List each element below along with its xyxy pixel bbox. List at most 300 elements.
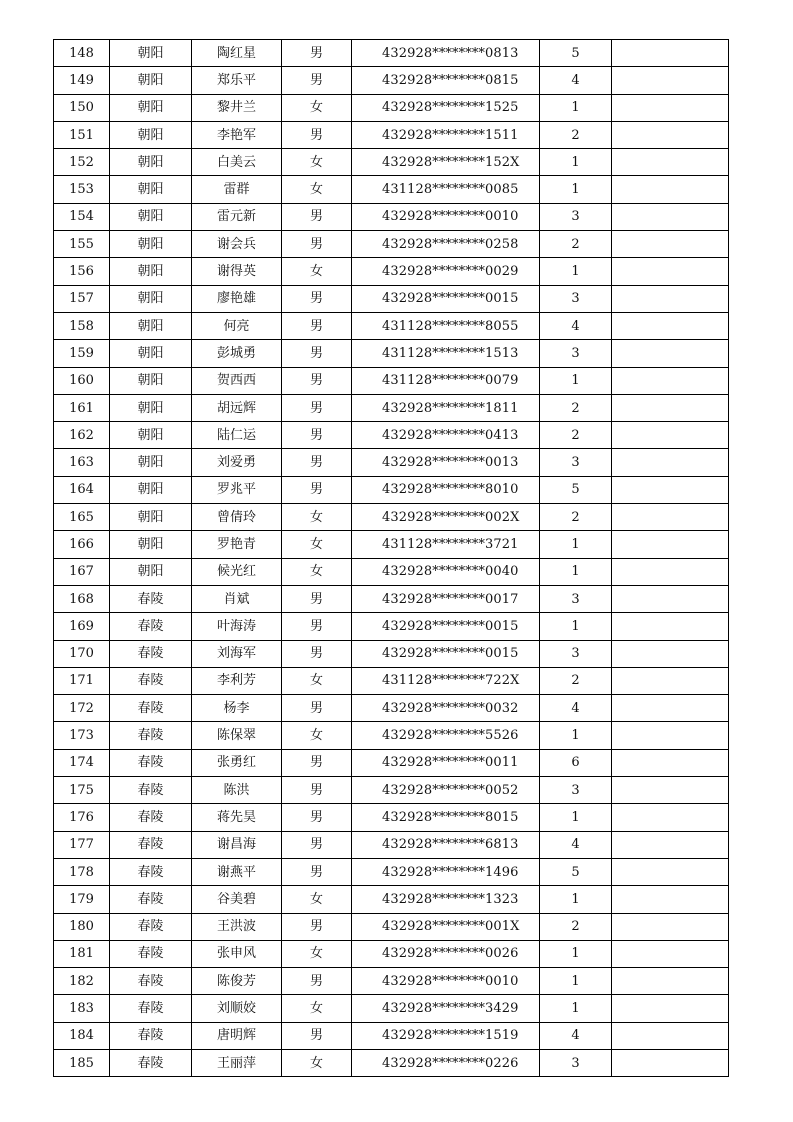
note-cell — [612, 722, 729, 749]
table-row — [54, 749, 729, 776]
person-name-cell: 王洪波 — [192, 913, 282, 940]
person-name-cell: 候光红 — [192, 558, 282, 585]
town-cell: 朝阳 — [110, 94, 192, 121]
town-cell: 朝阳 — [110, 285, 192, 312]
table-row — [54, 121, 729, 148]
row-number-cell: 172 — [54, 695, 110, 722]
person-name-cell: 谢燕平 — [192, 858, 282, 885]
row-number-cell: 151 — [54, 121, 110, 148]
row-number-cell: 149 — [54, 67, 110, 94]
count-cell: 4 — [540, 1022, 612, 1049]
gender-cell: 男 — [282, 640, 352, 667]
gender-cell: 男 — [282, 476, 352, 503]
person-name-cell: 刘顺姣 — [192, 995, 282, 1022]
id-number-cell: 431128********0085 — [352, 176, 540, 203]
id-number-cell: 431128********8055 — [352, 312, 540, 339]
town-cell: 朝阳 — [110, 176, 192, 203]
gender-cell: 女 — [282, 1049, 352, 1076]
town-cell: 春陵 — [110, 913, 192, 940]
table-row — [54, 504, 729, 531]
note-cell — [612, 831, 729, 858]
town-cell: 朝阳 — [110, 67, 192, 94]
count-cell: 1 — [540, 367, 612, 394]
id-number-cell: 432928********1323 — [352, 886, 540, 913]
note-cell — [612, 667, 729, 694]
town-cell: 春陵 — [110, 858, 192, 885]
table-row — [54, 394, 729, 421]
person-name-cell: 刘爱勇 — [192, 449, 282, 476]
gender-cell: 男 — [282, 831, 352, 858]
count-cell: 5 — [540, 858, 612, 885]
table-row — [54, 531, 729, 558]
town-cell: 朝阳 — [110, 340, 192, 367]
table-row — [54, 367, 729, 394]
id-number-cell: 432928********0413 — [352, 422, 540, 449]
note-cell — [612, 968, 729, 995]
person-name-cell: 罗艳青 — [192, 531, 282, 558]
note-cell — [612, 258, 729, 285]
note-cell — [612, 804, 729, 831]
id-number-cell: 432928********1525 — [352, 94, 540, 121]
person-name-cell: 谷美碧 — [192, 886, 282, 913]
table-row — [54, 968, 729, 995]
gender-cell: 男 — [282, 312, 352, 339]
count-cell: 3 — [540, 585, 612, 612]
id-number-cell: 431128********0079 — [352, 367, 540, 394]
count-cell: 4 — [540, 695, 612, 722]
id-number-cell: 432928********5526 — [352, 722, 540, 749]
count-cell: 3 — [540, 777, 612, 804]
row-number-cell: 178 — [54, 858, 110, 885]
row-number-cell: 170 — [54, 640, 110, 667]
person-name-cell: 廖艳雄 — [192, 285, 282, 312]
note-cell — [612, 1022, 729, 1049]
person-name-cell: 陶红星 — [192, 40, 282, 67]
count-cell: 1 — [540, 531, 612, 558]
row-number-cell: 160 — [54, 367, 110, 394]
gender-cell: 男 — [282, 1022, 352, 1049]
person-name-cell: 谢得英 — [192, 258, 282, 285]
town-cell: 春陵 — [110, 968, 192, 995]
person-name-cell: 王丽萍 — [192, 1049, 282, 1076]
gender-cell: 男 — [282, 968, 352, 995]
count-cell: 4 — [540, 67, 612, 94]
row-number-cell: 185 — [54, 1049, 110, 1076]
id-number-cell: 432928********1519 — [352, 1022, 540, 1049]
person-name-cell: 陈洪 — [192, 777, 282, 804]
gender-cell: 女 — [282, 886, 352, 913]
town-cell: 春陵 — [110, 1049, 192, 1076]
count-cell: 6 — [540, 749, 612, 776]
count-cell: 2 — [540, 422, 612, 449]
count-cell: 3 — [540, 203, 612, 230]
table-row — [54, 913, 729, 940]
table-row — [54, 558, 729, 585]
row-number-cell: 158 — [54, 312, 110, 339]
row-number-cell: 183 — [54, 995, 110, 1022]
gender-cell: 男 — [282, 231, 352, 258]
table-row — [54, 449, 729, 476]
gender-cell: 女 — [282, 667, 352, 694]
note-cell — [612, 749, 729, 776]
person-name-cell: 唐明辉 — [192, 1022, 282, 1049]
id-number-cell: 432928********001X — [352, 913, 540, 940]
row-number-cell: 156 — [54, 258, 110, 285]
note-cell — [612, 940, 729, 967]
gender-cell: 女 — [282, 94, 352, 121]
table-row — [54, 285, 729, 312]
row-number-cell: 176 — [54, 804, 110, 831]
town-cell: 朝阳 — [110, 312, 192, 339]
person-name-cell: 肖斌 — [192, 585, 282, 612]
town-cell: 朝阳 — [110, 258, 192, 285]
row-number-cell: 159 — [54, 340, 110, 367]
row-number-cell: 171 — [54, 667, 110, 694]
row-number-cell: 182 — [54, 968, 110, 995]
town-cell: 春陵 — [110, 722, 192, 749]
gender-cell: 男 — [282, 695, 352, 722]
town-cell: 朝阳 — [110, 476, 192, 503]
row-number-cell: 181 — [54, 940, 110, 967]
table-row — [54, 149, 729, 176]
gender-cell: 男 — [282, 203, 352, 230]
town-cell: 朝阳 — [110, 531, 192, 558]
person-name-cell: 刘海军 — [192, 640, 282, 667]
person-name-cell: 雷群 — [192, 176, 282, 203]
note-cell — [612, 340, 729, 367]
person-name-cell: 张勇红 — [192, 749, 282, 776]
table-row — [54, 258, 729, 285]
note-cell — [612, 995, 729, 1022]
gender-cell: 男 — [282, 121, 352, 148]
town-cell: 朝阳 — [110, 367, 192, 394]
note-cell — [612, 94, 729, 121]
id-number-cell: 432928********1811 — [352, 394, 540, 421]
note-cell — [612, 40, 729, 67]
note-cell — [612, 176, 729, 203]
roster-table-body — [54, 40, 729, 1077]
person-name-cell: 黎井兰 — [192, 94, 282, 121]
person-name-cell: 谢会兵 — [192, 231, 282, 258]
id-number-cell: 431128********3721 — [352, 531, 540, 558]
gender-cell: 男 — [282, 40, 352, 67]
count-cell: 3 — [540, 1049, 612, 1076]
row-number-cell: 164 — [54, 476, 110, 503]
note-cell — [612, 121, 729, 148]
row-number-cell: 169 — [54, 613, 110, 640]
id-number-cell: 432928********0815 — [352, 67, 540, 94]
gender-cell: 男 — [282, 340, 352, 367]
gender-cell: 男 — [282, 67, 352, 94]
person-name-cell: 雷元新 — [192, 203, 282, 230]
note-cell — [612, 695, 729, 722]
note-cell — [612, 367, 729, 394]
roster-table — [53, 39, 729, 1077]
id-number-cell: 432928********0015 — [352, 613, 540, 640]
id-number-cell: 432928********0032 — [352, 695, 540, 722]
gender-cell: 女 — [282, 258, 352, 285]
person-name-cell: 李艳军 — [192, 121, 282, 148]
person-name-cell: 胡远辉 — [192, 394, 282, 421]
table-row — [54, 1049, 729, 1076]
table-row — [54, 804, 729, 831]
table-row — [54, 858, 729, 885]
note-cell — [612, 531, 729, 558]
note-cell — [612, 1049, 729, 1076]
table-row — [54, 613, 729, 640]
count-cell: 1 — [540, 995, 612, 1022]
note-cell — [612, 858, 729, 885]
town-cell: 春陵 — [110, 695, 192, 722]
table-row — [54, 695, 729, 722]
table-row — [54, 886, 729, 913]
person-name-cell: 陈保翠 — [192, 722, 282, 749]
note-cell — [612, 886, 729, 913]
id-number-cell: 432928********0040 — [352, 558, 540, 585]
town-cell: 春陵 — [110, 1022, 192, 1049]
row-number-cell: 184 — [54, 1022, 110, 1049]
id-number-cell: 432928********1511 — [352, 121, 540, 148]
person-name-cell: 彭城勇 — [192, 340, 282, 367]
town-cell: 春陵 — [110, 804, 192, 831]
count-cell: 3 — [540, 640, 612, 667]
count-cell: 3 — [540, 449, 612, 476]
person-name-cell: 张申风 — [192, 940, 282, 967]
person-name-cell: 何亮 — [192, 312, 282, 339]
gender-cell: 女 — [282, 722, 352, 749]
note-cell — [612, 585, 729, 612]
gender-cell: 男 — [282, 367, 352, 394]
row-number-cell: 157 — [54, 285, 110, 312]
table-row — [54, 176, 729, 203]
town-cell: 朝阳 — [110, 121, 192, 148]
table-row — [54, 667, 729, 694]
row-number-cell: 161 — [54, 394, 110, 421]
id-number-cell: 432928********8010 — [352, 476, 540, 503]
row-number-cell: 175 — [54, 777, 110, 804]
town-cell: 春陵 — [110, 640, 192, 667]
count-cell: 1 — [540, 804, 612, 831]
gender-cell: 女 — [282, 940, 352, 967]
id-number-cell: 431128********722X — [352, 667, 540, 694]
count-cell: 1 — [540, 940, 612, 967]
gender-cell: 女 — [282, 176, 352, 203]
count-cell: 2 — [540, 913, 612, 940]
person-name-cell: 贺西西 — [192, 367, 282, 394]
town-cell: 朝阳 — [110, 203, 192, 230]
note-cell — [612, 149, 729, 176]
person-name-cell: 曾倩玲 — [192, 504, 282, 531]
note-cell — [612, 231, 729, 258]
row-number-cell: 152 — [54, 149, 110, 176]
id-number-cell: 432928********0029 — [352, 258, 540, 285]
person-name-cell: 蒋先昊 — [192, 804, 282, 831]
gender-cell: 男 — [282, 422, 352, 449]
count-cell: 1 — [540, 886, 612, 913]
note-cell — [612, 394, 729, 421]
note-cell — [612, 558, 729, 585]
town-cell: 春陵 — [110, 777, 192, 804]
gender-cell: 男 — [282, 613, 352, 640]
id-number-cell: 432928********002X — [352, 504, 540, 531]
count-cell: 1 — [540, 613, 612, 640]
note-cell — [612, 504, 729, 531]
person-name-cell: 李利芳 — [192, 667, 282, 694]
row-number-cell: 168 — [54, 585, 110, 612]
table-row — [54, 40, 729, 67]
person-name-cell: 陆仁运 — [192, 422, 282, 449]
id-number-cell: 432928********0013 — [352, 449, 540, 476]
row-number-cell: 174 — [54, 749, 110, 776]
town-cell: 朝阳 — [110, 394, 192, 421]
table-row — [54, 722, 729, 749]
town-cell: 朝阳 — [110, 422, 192, 449]
note-cell — [612, 67, 729, 94]
gender-cell: 男 — [282, 777, 352, 804]
table-row — [54, 995, 729, 1022]
gender-cell: 女 — [282, 558, 352, 585]
count-cell: 1 — [540, 149, 612, 176]
gender-cell: 男 — [282, 449, 352, 476]
table-row — [54, 777, 729, 804]
row-number-cell: 166 — [54, 531, 110, 558]
row-number-cell: 153 — [54, 176, 110, 203]
note-cell — [612, 640, 729, 667]
row-number-cell: 167 — [54, 558, 110, 585]
count-cell: 2 — [540, 121, 612, 148]
count-cell: 4 — [540, 831, 612, 858]
table-row — [54, 312, 729, 339]
table-row — [54, 640, 729, 667]
gender-cell: 女 — [282, 995, 352, 1022]
table-row — [54, 476, 729, 503]
gender-cell: 女 — [282, 531, 352, 558]
id-number-cell: 432928********0011 — [352, 749, 540, 776]
note-cell — [612, 913, 729, 940]
table-row — [54, 231, 729, 258]
id-number-cell: 432928********0010 — [352, 203, 540, 230]
row-number-cell: 165 — [54, 504, 110, 531]
id-number-cell: 432928********0226 — [352, 1049, 540, 1076]
person-name-cell: 白美云 — [192, 149, 282, 176]
count-cell: 2 — [540, 394, 612, 421]
town-cell: 朝阳 — [110, 504, 192, 531]
id-number-cell: 432928********0010 — [352, 968, 540, 995]
id-number-cell: 431128********1513 — [352, 340, 540, 367]
town-cell: 春陵 — [110, 749, 192, 776]
town-cell: 春陵 — [110, 831, 192, 858]
note-cell — [612, 449, 729, 476]
id-number-cell: 432928********0015 — [352, 640, 540, 667]
id-number-cell: 432928********6813 — [352, 831, 540, 858]
count-cell: 1 — [540, 722, 612, 749]
count-cell: 2 — [540, 667, 612, 694]
row-number-cell: 154 — [54, 203, 110, 230]
id-number-cell: 432928********8015 — [352, 804, 540, 831]
person-name-cell: 叶海涛 — [192, 613, 282, 640]
count-cell: 5 — [540, 40, 612, 67]
note-cell — [612, 613, 729, 640]
gender-cell: 女 — [282, 504, 352, 531]
town-cell: 朝阳 — [110, 40, 192, 67]
person-name-cell: 谢昌海 — [192, 831, 282, 858]
id-number-cell: 432928********0052 — [352, 777, 540, 804]
row-number-cell: 162 — [54, 422, 110, 449]
id-number-cell: 432928********152X — [352, 149, 540, 176]
count-cell: 5 — [540, 476, 612, 503]
gender-cell: 女 — [282, 149, 352, 176]
table-row — [54, 203, 729, 230]
row-number-cell: 177 — [54, 831, 110, 858]
town-cell: 春陵 — [110, 667, 192, 694]
count-cell: 1 — [540, 176, 612, 203]
id-number-cell: 432928********0258 — [352, 231, 540, 258]
town-cell: 春陵 — [110, 940, 192, 967]
gender-cell: 男 — [282, 285, 352, 312]
count-cell: 3 — [540, 285, 612, 312]
town-cell: 春陵 — [110, 886, 192, 913]
table-row — [54, 940, 729, 967]
table-row — [54, 585, 729, 612]
row-number-cell: 179 — [54, 886, 110, 913]
gender-cell: 男 — [282, 804, 352, 831]
town-cell: 春陵 — [110, 995, 192, 1022]
note-cell — [612, 312, 729, 339]
gender-cell: 男 — [282, 858, 352, 885]
count-cell: 2 — [540, 231, 612, 258]
count-cell: 1 — [540, 258, 612, 285]
town-cell: 朝阳 — [110, 149, 192, 176]
row-number-cell: 148 — [54, 40, 110, 67]
person-name-cell: 杨李 — [192, 695, 282, 722]
count-cell: 4 — [540, 312, 612, 339]
count-cell: 2 — [540, 504, 612, 531]
row-number-cell: 155 — [54, 231, 110, 258]
row-number-cell: 163 — [54, 449, 110, 476]
person-name-cell: 罗兆平 — [192, 476, 282, 503]
count-cell: 1 — [540, 968, 612, 995]
note-cell — [612, 422, 729, 449]
id-number-cell: 432928********0026 — [352, 940, 540, 967]
gender-cell: 男 — [282, 913, 352, 940]
gender-cell: 男 — [282, 585, 352, 612]
id-number-cell: 432928********1496 — [352, 858, 540, 885]
table-row — [54, 831, 729, 858]
town-cell: 朝阳 — [110, 449, 192, 476]
town-cell: 朝阳 — [110, 231, 192, 258]
gender-cell: 男 — [282, 749, 352, 776]
person-name-cell: 陈俊芳 — [192, 968, 282, 995]
table-row — [54, 340, 729, 367]
id-number-cell: 432928********3429 — [352, 995, 540, 1022]
count-cell: 1 — [540, 558, 612, 585]
count-cell: 3 — [540, 340, 612, 367]
row-number-cell: 173 — [54, 722, 110, 749]
note-cell — [612, 203, 729, 230]
id-number-cell: 432928********0015 — [352, 285, 540, 312]
note-cell — [612, 777, 729, 804]
row-number-cell: 180 — [54, 913, 110, 940]
town-cell: 春陵 — [110, 585, 192, 612]
table-row — [54, 1022, 729, 1049]
count-cell: 1 — [540, 94, 612, 121]
note-cell — [612, 476, 729, 503]
table-row — [54, 94, 729, 121]
gender-cell: 男 — [282, 394, 352, 421]
town-cell: 朝阳 — [110, 558, 192, 585]
table-row — [54, 67, 729, 94]
town-cell: 春陵 — [110, 613, 192, 640]
